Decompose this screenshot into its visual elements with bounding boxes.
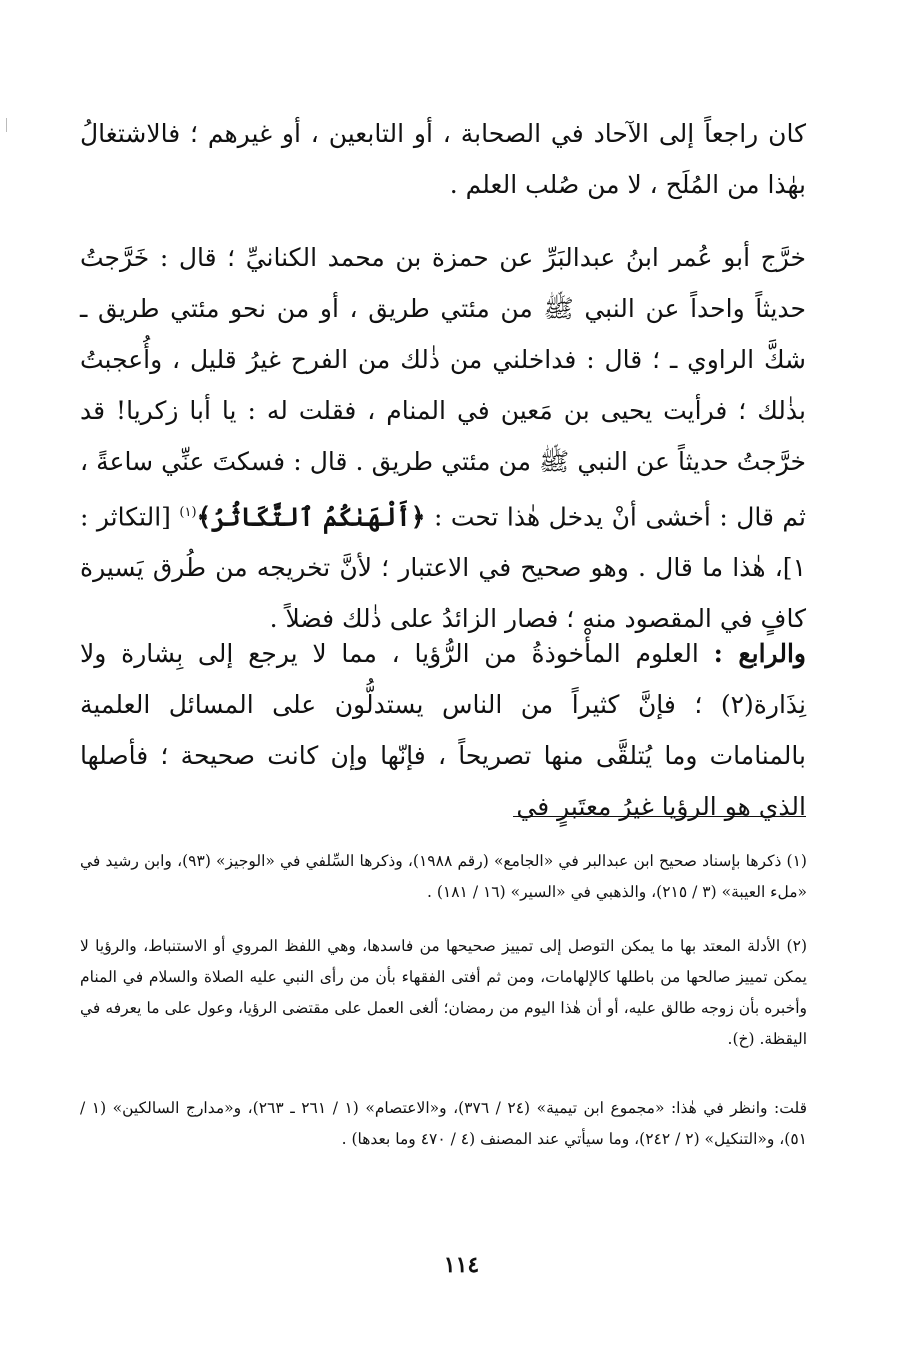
footnote-1 — [80, 846, 807, 908]
paragraph-3-text — [80, 628, 806, 832]
quran-verse: ﴿أَلْهَىٰكُمُ ٱلتَّكَاثُرُ﴾ — [196, 502, 426, 532]
paragraph-3-lead: والرابع : — [713, 639, 806, 668]
paragraph-2 — [80, 232, 806, 644]
paragraph-2-main: خرَّج أبو عُمر ابنُ عبدالبَرِّ عن حمزة بن محمد الكنانيِّ ؛ قال : خَرَّجتُ حديثاً واحداً عن النبي ﷺ من مئتي طريق ، أو من نحو مئتي طريق ـ شكَّ الراوي ـ ؛ قال : فداخلني من ذٰلك من الفرح غيرُ قليل ، وأُعجبتُ بذٰلك ؛ فرأيت يحيى بن مَعين في المنام ، فقلت له : يا أبا زكريا! قد خرَّجتُ حديثاً عن النبي ﷺ من مئتي طريق . قال : فسكتَ عنِّي ساعةً ، ثم قال : أخشى أنْ يدخل هٰذا تحت : — [80, 243, 807, 532]
footnote-2 — [80, 931, 807, 1055]
paragraph-2-end: ، هٰذا ما قال . وهو صحيح في الاعتبار ؛ لأنَّ تخريجه من طُرق يَسيرة كافٍ في المقصود منه ؛ فصار الزائدُ على ذٰلك فضلاً . — [80, 553, 806, 634]
paragraph-1-text: كان راجعاً إلى الآحاد في الصحابة ، أو التابعين ، أو غيرهم ؛ فالاشتغالُ بهٰذا من المُلَح ، لا من صُلب العلم . — [80, 119, 806, 199]
margin-mark — [6, 118, 7, 132]
paragraph-3 — [80, 628, 806, 832]
footnote-ref-1: (١) — [179, 505, 197, 520]
paragraph-3-main: العلوم المأْخوذةُ من الرُّؤيا ، مما لا يرجع إلى بِشارة ولا نِذَارة(٢) ؛ فإنَّ كثيراً من الناس يستدلُّون على المسائل العلمية بالمنامات وما يُتلقَّى منها تصريحاً ، فإنّها وإن كانت صحيحة ؛ فأصلها الذي هو الرؤيا غيرُ معتَبرٍ في — [80, 639, 806, 821]
paragraph-2-text — [80, 232, 806, 644]
footnote-separator — [513, 816, 806, 817]
quran-citation: [التكاثر : ١] — [80, 502, 806, 583]
footnote-2-note-text: قلت: وانظر في هٰذا: «مجموع ابن تيمية» (٢٤ / ٣٧٦)، و«الاعتصام» (١ / ٢٦١ ـ ٢٦٣)، و«مدارج السالكين» (١ / ٥١)، و«التنكيل» (٢ / ٢٤٢)، وما سيأتي عند المصنف (٤ / ٤٧٠ وما بعدها) . — [80, 1099, 807, 1148]
page-number: ١١٤ — [443, 1252, 480, 1278]
paragraph-1 — [80, 108, 806, 210]
footnote-1-text: (١) ذكرها بإسناد صحيح ابن عبدالبر في «الجامع» (رقم ١٩٨٨)، وذكرها السِّلفي في «الوجيز» (٩٣)، وابن رشيد في «ملء العيبة» (٣ / ٢١٥)، والذهبي في «السير» (١٦ / ١٨١) . — [80, 852, 807, 901]
footnote-2-note — [80, 1093, 807, 1155]
footnote-2-text: (٢) الأدلة المعتد بها ما يمكن التوصل إلى تمييز صحيحها من فاسدها، وهي اللفظ المروي أو الاستنباط، والرؤيا لا يمكن تمييز صالحها من باطلها كالإلهامات، ومن ثم أفتى الفقهاء بأن من رأى النبي عليه الصلاة والسلام في المنام وأخبره بأن زوجه طالق عليه، أو أن هٰذا اليوم من رمضان؛ ألغى العمل على مقتضى الرؤيا، وعول على ما يعرفه في اليقظة. (خ). — [80, 937, 807, 1048]
